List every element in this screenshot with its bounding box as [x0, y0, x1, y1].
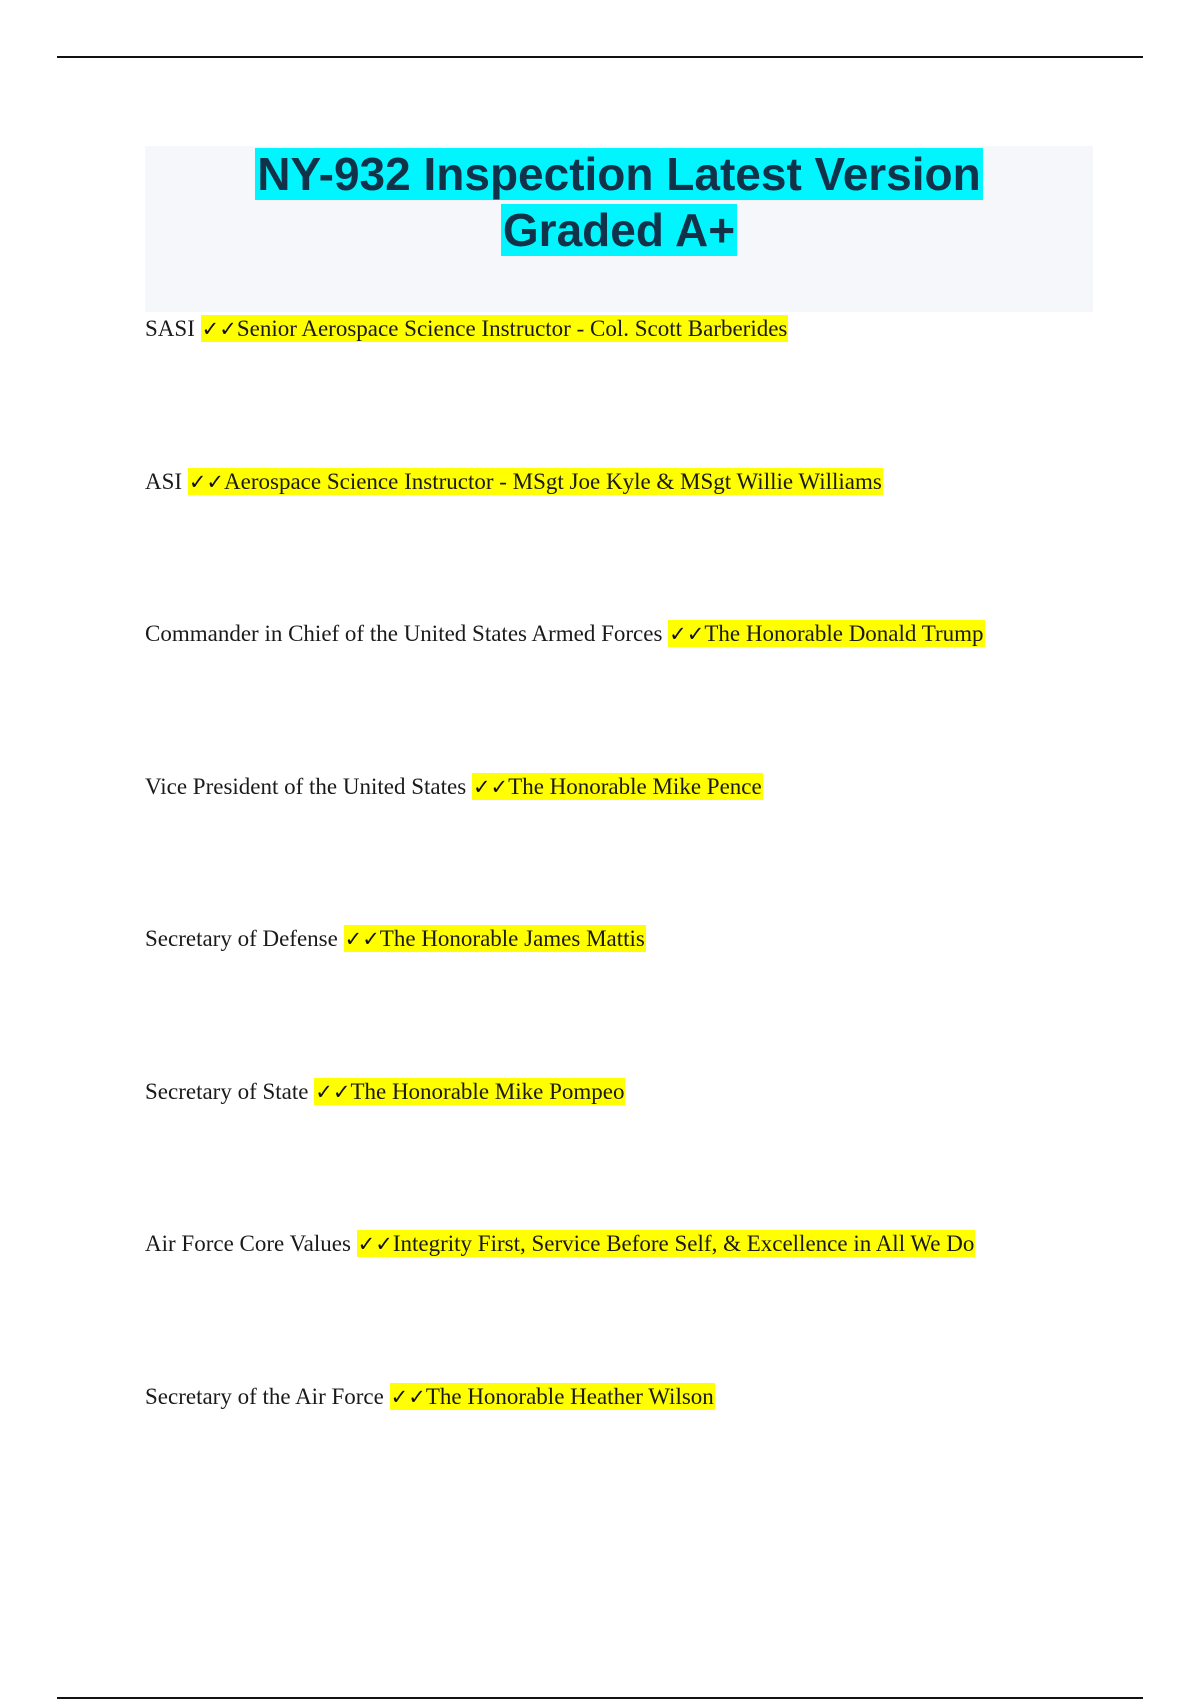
qa-answer: Integrity First, Service Before Self, & Excellence in All We Do: [392, 1231, 975, 1256]
double-check-icon: ✓✓: [390, 1385, 426, 1409]
qa-item: [145, 619, 985, 649]
qa-term: Secretary of Defense: [145, 926, 338, 951]
double-check-icon: ✓✓: [669, 622, 705, 646]
qa-item: [145, 467, 883, 497]
qa-term: ASI: [145, 469, 183, 494]
qa-item: [145, 1382, 715, 1412]
qa-answer-highlight: [668, 620, 984, 647]
double-check-icon: ✓✓: [201, 317, 237, 341]
double-check-icon: ✓✓: [357, 1232, 393, 1256]
double-check-icon: ✓✓: [472, 775, 509, 799]
qa-answer: The Honorable Mike Pompeo: [350, 1079, 625, 1104]
qa-item: [145, 314, 788, 344]
document-title: [145, 146, 1093, 258]
qa-answer-highlight: [390, 1383, 715, 1410]
qa-term: Secretary of State: [145, 1079, 309, 1104]
qa-answer-highlight: [344, 925, 646, 952]
qa-answer: The Honorable Donald Trump: [704, 621, 984, 646]
double-check-icon: ✓✓: [344, 927, 380, 951]
top-rule: [57, 56, 1143, 58]
qa-term: Secretary of the Air Force: [145, 1384, 384, 1409]
qa-answer: The Honorable James Mattis: [379, 926, 645, 951]
title-line-2: Graded A+: [502, 204, 736, 256]
qa-term: Commander in Chief of the United States Armed Forces: [145, 621, 663, 646]
double-check-icon: ✓✓: [188, 470, 225, 494]
qa-item: [145, 1077, 625, 1107]
double-check-icon: ✓✓: [315, 1080, 351, 1104]
qa-answer: Senior Aerospace Science Instructor - Col. Scott Barberides: [236, 316, 788, 341]
qa-term: Vice President of the United States: [145, 774, 467, 799]
qa-answer-highlight: [314, 1078, 625, 1105]
qa-item: [145, 772, 763, 802]
qa-answer-highlight: [188, 468, 883, 495]
qa-answer-highlight: [357, 1230, 976, 1257]
title-line-1: NY-932 Inspection Latest Version: [257, 148, 981, 200]
qa-answer-highlight: [472, 773, 763, 800]
qa-item: [145, 1229, 975, 1259]
qa-item: [145, 924, 646, 954]
bottom-rule: [57, 1697, 1143, 1699]
qa-term: SASI: [145, 316, 195, 341]
qa-term: Air Force Core Values: [145, 1231, 351, 1256]
title-band: [145, 146, 1093, 312]
qa-answer: The Honorable Heather Wilson: [425, 1384, 714, 1409]
qa-answer: Aerospace Science Instructor - MSgt Joe Kyle & MSgt Willie Williams: [224, 469, 882, 494]
qa-answer: The Honorable Mike Pence: [508, 774, 762, 799]
qa-answer-highlight: [201, 315, 789, 342]
